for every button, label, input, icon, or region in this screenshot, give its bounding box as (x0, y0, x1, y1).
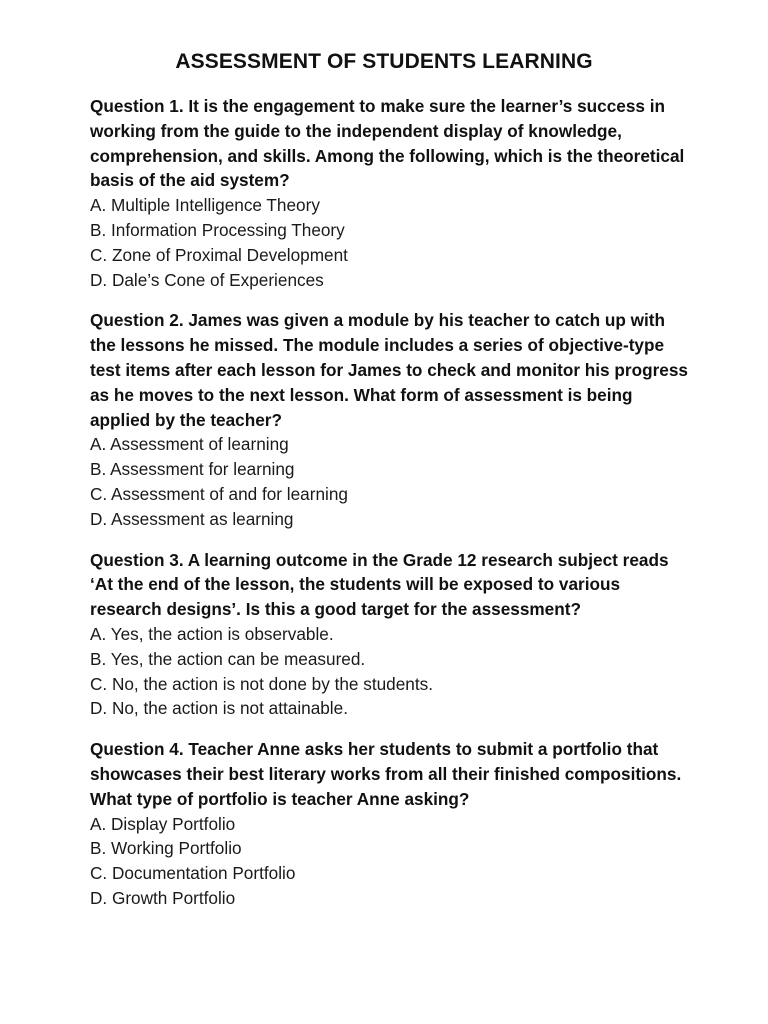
question-1-option-d: D. Dale’s Cone of Experiences (90, 269, 324, 290)
question-1-option-a: A. Multiple Intelligence Theory (90, 195, 320, 216)
question-3-options (90, 622, 690, 721)
question-4-option-b: B. Working Portfolio (90, 838, 242, 859)
question-4-option-a: A. Display Portfolio (90, 813, 236, 834)
question-3-option-a: A. Yes, the action is observable. (90, 623, 334, 644)
question-1-option-c: C. Zone of Proximal Development (90, 244, 348, 265)
question-2-option-d: D. Assessment as learning (90, 508, 294, 529)
question-1-options (90, 193, 690, 292)
question-2-options (90, 432, 690, 531)
question-1-text: Question 1. It is the engagement to make sure the learner’s success in working from the guide to the independent display of knowledge, comprehension, and skills. Among the following, which is the theoretical basis of the aid system? (90, 96, 685, 191)
question-2 (90, 308, 690, 531)
question-3-option-b: B. Yes, the action can be measured. (90, 648, 366, 669)
question-3 (90, 548, 690, 722)
question-2-option-a: A. Assessment of learning (90, 434, 289, 455)
question-4-options (90, 812, 690, 911)
question-1-option-b: B. Information Processing Theory (90, 219, 345, 240)
question-4-option-d: D. Growth Portfolio (90, 887, 236, 908)
question-2-option-c: C. Assessment of and for learning (90, 483, 348, 504)
question-3-option-d: D. No, the action is not attainable. (90, 698, 348, 719)
question-4-text: Question 4. Teacher Anne asks her students to submit a portfolio that showcases their best literary works from all their finished compositions. What type of portfolio is teacher Anne asking? (90, 739, 682, 809)
question-1 (90, 94, 690, 292)
document-title: ASSESSMENT OF STUDENTS LEARNING (175, 50, 593, 73)
question-list (90, 94, 690, 927)
question-3-option-c: C. No, the action is not done by the students. (90, 673, 434, 694)
question-4-option-c: C. Documentation Portfolio (90, 863, 296, 884)
question-2-option-b: B. Assessment for learning (90, 459, 295, 480)
question-3-text: Question 3. A learning outcome in the Grade 12 research subject reads ‘At the end of the lesson, the students will be exposed to various research designs’. Is this a good target for the assessment? (90, 549, 669, 620)
question-4 (90, 737, 690, 911)
question-2-text: Question 2. James was given a module by his teacher to catch up with the lessons he missed. The module includes a series of objective-type test items after each lesson for James to check and monitor his progress as he moves to the next lesson. What form of assessment is being applied by the teacher? (90, 310, 688, 430)
